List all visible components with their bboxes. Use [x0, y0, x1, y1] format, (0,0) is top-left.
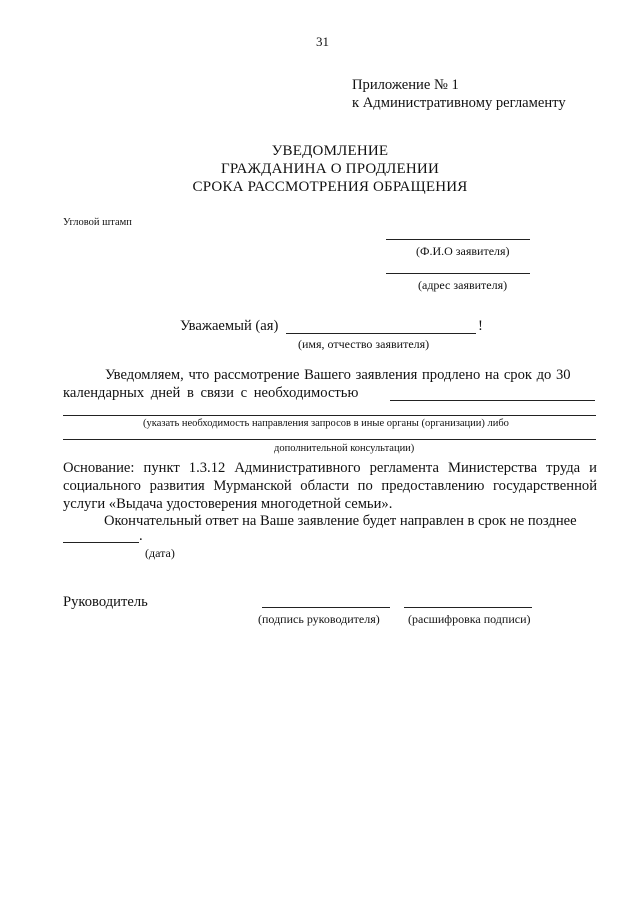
appendix-line-1: Приложение № 1: [352, 77, 459, 93]
title-line-2: ГРАЖДАНИНА О ПРОДЛЕНИИ: [220, 161, 439, 177]
basis-line-1: Основание: пункт 1.3.12 Административного регламента Министерства труда и: [63, 460, 597, 476]
basis-line-3: услуги «Выдача удостоверения многодетной семьи».: [63, 496, 393, 512]
corner-stamp: Угловой штамп: [63, 217, 132, 228]
necessity-caption-2: дополнительной консультации): [274, 443, 415, 454]
fio-caption: (Ф.И.О заявителя): [416, 244, 510, 258]
page-number: 31: [316, 34, 329, 49]
greeting-caption: (имя, отчество заявителя): [298, 337, 430, 351]
basis-line-2: социального развития Мурманской области по предоставлению государственной: [63, 478, 597, 494]
appendix-line-2: к Административному регламенту: [352, 95, 566, 111]
greeting-exclaim: !: [478, 318, 483, 334]
signature-decode-caption: (расшифровка подписи): [408, 612, 531, 626]
date-line: [63, 542, 139, 543]
body-line-1: Уведомляем, что рассмотрение Вашего заявления продлено на срок до 30: [105, 367, 571, 383]
fio-line: [386, 239, 530, 240]
signature-decode-line: [404, 607, 532, 608]
date-caption: (дата): [145, 546, 175, 560]
greeting-name-line: [286, 333, 476, 334]
signature-caption: (подпись руководителя): [258, 612, 380, 626]
address-caption: (адрес заявителя): [418, 278, 508, 292]
date-dot: .: [139, 528, 143, 544]
necessity-caption-1: (указать необходимость направления запросов в иные органы (организации) либо: [143, 418, 509, 429]
greeting-text: Уважаемый (ая): [180, 318, 279, 334]
address-line: [386, 273, 530, 274]
signature-line: [262, 607, 390, 608]
title-line-3: СРОКА РАССМОТРЕНИЯ ОБРАЩЕНИЯ: [192, 179, 468, 195]
necessity-line-2: [63, 415, 596, 416]
body-line-2: календарных дней в связи с необходимостью: [63, 385, 359, 401]
necessity-line-1: [390, 400, 595, 401]
signature-role: Руководитель: [63, 594, 148, 610]
title-line-1: УВЕДОМЛЕНИЕ: [271, 143, 389, 159]
final-answer-text: Окончательный ответ на Ваше заявление будет направлен в срок не позднее: [104, 513, 577, 529]
necessity-line-3: [63, 439, 596, 440]
